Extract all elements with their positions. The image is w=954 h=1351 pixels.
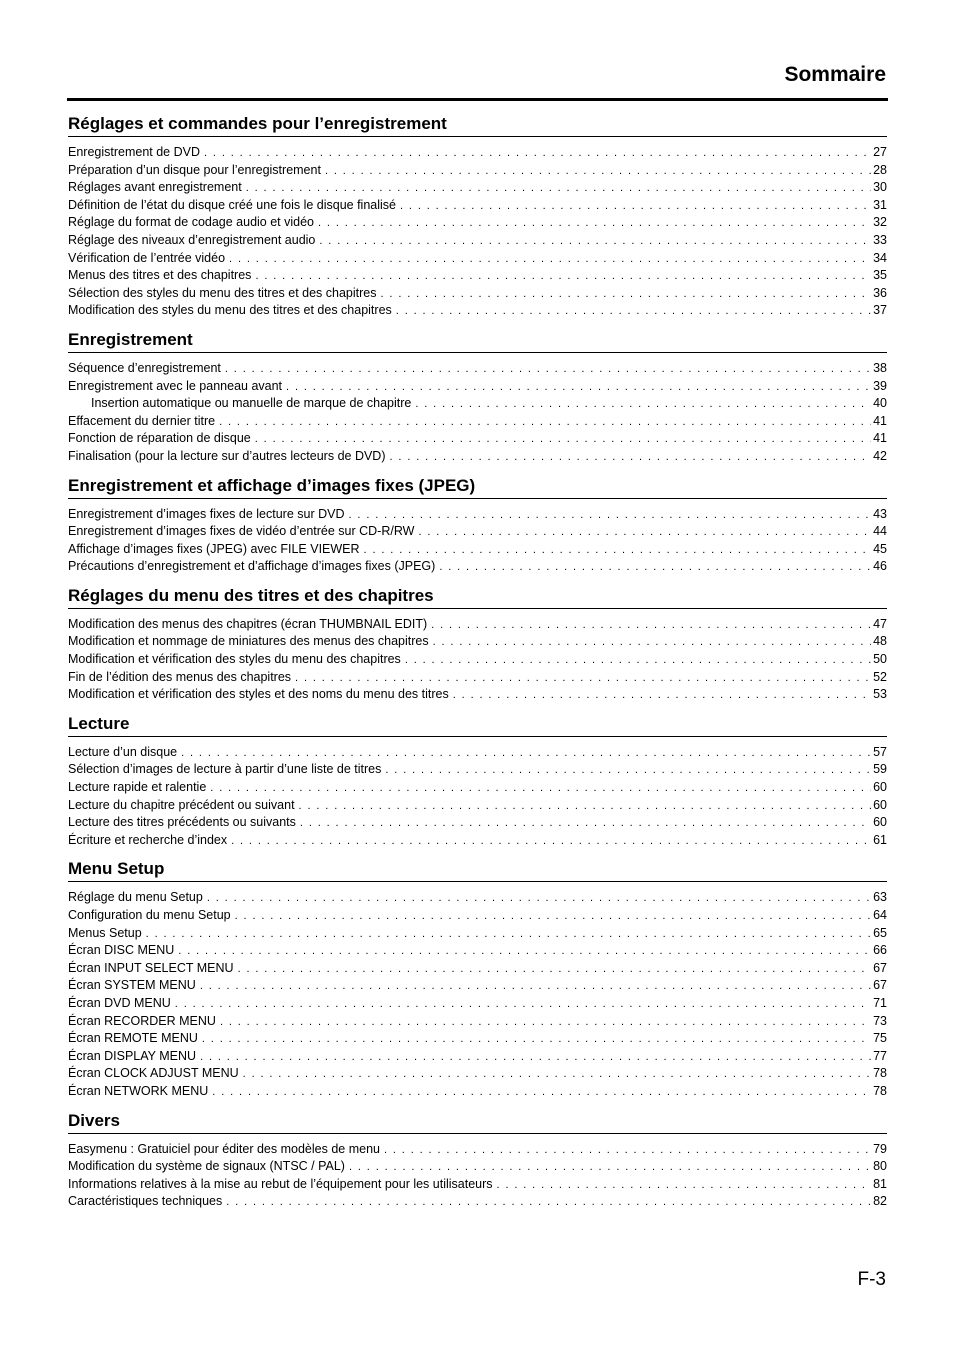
toc-entry-page: 60 (873, 797, 887, 812)
toc-entry[interactable] (68, 907, 887, 925)
dot-leader (380, 1142, 871, 1159)
toc-entry-page: 43 (873, 506, 887, 521)
dot-leader (222, 1194, 871, 1211)
toc-entry[interactable] (68, 197, 887, 215)
dot-leader (295, 798, 871, 815)
toc-entry-page: 45 (873, 541, 887, 556)
toc-entry[interactable] (68, 430, 887, 448)
dot-leader (429, 634, 871, 651)
page-title: Sommaire (784, 63, 886, 86)
toc-section (68, 475, 887, 576)
toc-entry-label: Écran SYSTEM MENU (68, 978, 196, 993)
dot-leader (360, 542, 871, 559)
toc-entry-page: 52 (873, 669, 887, 684)
toc-entry-label: Lecture rapide et ralentie (68, 780, 207, 795)
dot-leader (392, 303, 871, 320)
toc-entry[interactable] (68, 558, 887, 576)
toc-entry[interactable] (68, 250, 887, 268)
toc-entry-page: 78 (873, 1083, 887, 1098)
toc-entry-page: 61 (873, 832, 887, 847)
dot-leader (239, 1066, 871, 1083)
dot-leader (321, 163, 871, 180)
toc-entry-page: 34 (873, 250, 887, 265)
dot-leader (251, 431, 871, 448)
toc-entry-page: 37 (873, 303, 887, 318)
toc-entry[interactable] (68, 797, 887, 815)
toc-entry[interactable] (68, 1048, 887, 1066)
toc-entry-page: 67 (873, 960, 887, 975)
toc-entry[interactable] (68, 1030, 887, 1048)
toc-entry[interactable] (68, 232, 887, 250)
toc-entry[interactable] (68, 214, 887, 232)
dot-leader (208, 1084, 871, 1101)
dot-leader (174, 943, 871, 960)
toc-entry-page: 38 (873, 360, 887, 375)
toc-entry[interactable] (68, 1065, 887, 1083)
toc-entry-label: Lecture d’un disque (68, 744, 178, 759)
section-heading: Menu Setup (68, 858, 887, 882)
toc-entry-label: Menus des titres et des chapitres (68, 268, 252, 283)
toc-entry-page: 42 (873, 448, 887, 463)
toc-entry-page: 67 (873, 978, 887, 993)
toc-entry-list (68, 613, 887, 704)
dot-leader (414, 524, 871, 541)
toc-entry-label: Séquence d’enregistrement (68, 360, 221, 375)
toc-entry-label: Préparation d’un disque pour l’enregistrement (68, 162, 321, 177)
toc-entry-label: Easymenu : Gratuiciel pour éditer des modèles de menu (68, 1141, 380, 1156)
dot-leader (251, 268, 871, 285)
dot-leader (291, 670, 871, 687)
toc-entry[interactable] (68, 744, 887, 762)
dot-leader (314, 215, 871, 232)
toc-entry-label: Modification et vérification des styles du menu des chapitres (68, 652, 401, 667)
toc-entry-label: Enregistrement de DVD (68, 145, 201, 159)
toc-entry[interactable] (68, 506, 887, 524)
toc-entry-label: Réglage du menu Setup (68, 890, 203, 905)
toc-section (68, 585, 887, 704)
dot-leader (449, 687, 871, 704)
toc-entry-page: 66 (873, 943, 887, 958)
toc-entry-label: Modification et nommage de miniatures des menus des chapitres (68, 634, 429, 649)
toc-entry-label: Sélection des styles du menu des titres et des chapitres (68, 285, 377, 300)
toc-entry-label: Écran REMOTE MENU (68, 1031, 198, 1046)
toc-entry-page: 59 (873, 762, 887, 777)
toc-entry[interactable] (68, 1141, 887, 1159)
dot-leader (282, 379, 871, 396)
section-heading: Réglages et commandes pour l’enregistrement (68, 113, 887, 137)
toc-entry-label: Insertion automatique ou manuelle de marque de chapitre (91, 396, 412, 411)
toc-entry[interactable] (68, 302, 887, 320)
toc-entry-page: 57 (873, 744, 887, 759)
toc-entry-label: Configuration du menu Setup (68, 908, 231, 922)
toc-entry-page: 63 (873, 890, 887, 905)
dot-leader (377, 286, 872, 303)
toc-entry-list (68, 357, 887, 466)
dot-leader (200, 145, 871, 162)
toc-entry[interactable] (68, 779, 887, 797)
toc-entry-label: Écran DISPLAY MENU (68, 1048, 197, 1063)
toc-entry[interactable] (68, 977, 887, 995)
dot-leader (345, 1159, 871, 1176)
toc-entry-label: Effacement du dernier titre (68, 413, 216, 428)
toc-entry-page: 64 (873, 908, 887, 922)
toc-entry-label: Réglages avant enregistrement (68, 180, 242, 195)
dot-leader (216, 1014, 871, 1031)
toc-entry-label: Informations relatives à la mise au rebut de l’équipement pour les utilisateurs (68, 1176, 493, 1191)
toc-entry[interactable] (68, 448, 887, 466)
toc-entry[interactable] (68, 179, 887, 197)
toc-entry-page: 60 (873, 815, 887, 830)
dot-leader (493, 1177, 871, 1194)
dot-leader (345, 507, 871, 524)
toc-entry[interactable] (68, 889, 887, 907)
toc-entry-label: Lecture du chapitre précédent ou suivant (68, 797, 295, 812)
toc-entry[interactable] (68, 960, 887, 978)
toc-entry-label: Écran NETWORK MENU (68, 1083, 209, 1098)
toc-entry[interactable] (68, 1013, 887, 1031)
toc-entry[interactable] (68, 413, 887, 431)
toc-entry-list (68, 503, 887, 576)
toc-entry[interactable] (68, 761, 887, 779)
toc-entry-list (68, 886, 887, 1100)
dot-leader (242, 180, 871, 197)
toc-entry[interactable] (68, 686, 887, 704)
toc-entry-label: Sélection d’images de lecture à partir d’une liste de titres (68, 762, 382, 777)
toc-entry-label: Caractéristiques techniques (68, 1194, 223, 1209)
toc-entry-label: Modification des styles du menu des titres et des chapitres (68, 303, 392, 318)
toc-entry-page: 53 (873, 687, 887, 702)
toc-entry-label: Enregistrement d’images fixes de lecture sur DVD (68, 506, 345, 521)
dot-leader (177, 745, 871, 762)
toc-entry-page: 81 (873, 1176, 887, 1191)
toc-entry-page: 48 (873, 634, 887, 649)
toc-entry-page: 39 (873, 378, 887, 393)
dot-leader (215, 414, 871, 431)
toc-entry-label: Vérification de l’entrée vidéo (68, 250, 226, 265)
toc-entry-page: 41 (873, 431, 887, 446)
toc-section (68, 1110, 887, 1211)
toc-entry-label: Réglage des niveaux d’enregistrement audio (68, 232, 316, 247)
toc-entry-label: Affichage d’images fixes (JPEG) avec FILE VIEWER (68, 541, 360, 556)
toc-entry-list (68, 141, 887, 320)
section-heading: Enregistrement (68, 329, 887, 353)
toc-entry-label: Écran RECORDER MENU (68, 1013, 216, 1028)
toc-entry-label: Fin de l’édition des menus des chapitres (68, 669, 292, 684)
toc-entry-page: 80 (873, 1159, 887, 1174)
dot-leader (196, 978, 871, 995)
toc-entry-label: Lecture des titres précédents ou suivants (68, 815, 296, 830)
toc-entry[interactable] (68, 162, 887, 180)
toc-entry-label: Modification des menus des chapitres (écran THUMBNAIL EDIT) (68, 616, 428, 631)
toc-entry-label: Écran DVD MENU (68, 995, 171, 1010)
toc-entry[interactable] (68, 378, 887, 396)
dot-leader (231, 908, 871, 925)
toc-entry[interactable] (68, 144, 887, 162)
toc-entry-list (68, 1138, 887, 1211)
dot-leader (411, 396, 871, 413)
toc-entry-label: Réglage du format de codage audio et vidéo (68, 215, 315, 230)
toc-entry-label: Finalisation (pour la lecture sur d’autres lecteurs de DVD) (68, 448, 386, 463)
dot-leader (315, 233, 871, 250)
toc-entry[interactable] (68, 360, 887, 378)
dot-leader (203, 890, 871, 907)
section-heading: Divers (68, 1110, 887, 1134)
toc-entry-page: 50 (873, 652, 887, 667)
dot-leader (386, 449, 872, 466)
toc-entry-page: 47 (873, 616, 887, 631)
toc-entry-page: 79 (873, 1141, 887, 1156)
toc-entry-page: 71 (873, 995, 887, 1010)
toc-entry-page: 35 (873, 268, 887, 283)
toc-entry[interactable] (68, 1193, 887, 1211)
toc-entry-label: Enregistrement d’images fixes de vidéo d’entrée sur CD-R/RW (68, 524, 415, 539)
dot-leader (435, 559, 871, 576)
table-of-contents (68, 113, 887, 1220)
toc-entry[interactable] (68, 633, 887, 651)
toc-entry-page: 28 (873, 162, 887, 177)
toc-section (68, 713, 887, 850)
toc-section (68, 113, 887, 320)
toc-entry[interactable] (68, 267, 887, 285)
toc-entry-label: Écran INPUT SELECT MENU (68, 960, 234, 975)
toc-entry[interactable] (68, 832, 887, 850)
toc-entry[interactable] (68, 995, 887, 1013)
toc-entry[interactable] (68, 925, 887, 943)
section-heading: Réglages du menu des titres et des chapitres (68, 585, 887, 609)
dot-leader (401, 652, 871, 669)
toc-entry[interactable] (68, 285, 887, 303)
toc-entry-label: Écran CLOCK ADJUST MENU (68, 1066, 239, 1081)
toc-entry-page: 60 (873, 780, 887, 795)
toc-entry[interactable] (68, 616, 887, 634)
toc-entry-page: 44 (873, 524, 887, 539)
toc-entry-page: 27 (873, 145, 887, 159)
toc-entry[interactable] (68, 814, 887, 832)
toc-entry-page: 41 (873, 413, 887, 428)
toc-entry-page: 75 (873, 1031, 887, 1046)
toc-entry[interactable] (68, 523, 887, 541)
dot-leader (198, 1031, 871, 1048)
toc-entry[interactable] (68, 1083, 887, 1101)
toc-entry[interactable] (68, 541, 887, 559)
toc-section (68, 329, 887, 466)
dot-leader (381, 762, 871, 779)
section-heading: Lecture (68, 713, 887, 737)
dot-leader (396, 198, 871, 215)
section-heading: Enregistrement et affichage d’images fixes (JPEG) (68, 475, 887, 499)
toc-entry-page: 30 (873, 180, 887, 195)
toc-entry-label: Écriture et recherche d’index (68, 832, 228, 847)
page-number: F-3 (857, 1269, 886, 1290)
toc-entry[interactable] (68, 669, 887, 687)
toc-entry[interactable] (68, 651, 887, 669)
toc-entry-page: 78 (873, 1066, 887, 1081)
toc-entry-page: 32 (873, 215, 887, 230)
toc-entry-page: 33 (873, 232, 887, 247)
dot-leader (221, 361, 871, 378)
toc-entry-label: Menus Setup (68, 925, 142, 940)
toc-entry-label: Définition de l’état du disque créé une fois le disque finalisé (68, 197, 396, 212)
toc-entry-page: 73 (873, 1013, 887, 1028)
toc-entry-label: Fonction de réparation de disque (68, 431, 251, 446)
dot-leader (171, 996, 871, 1013)
toc-entry-page: 46 (873, 559, 887, 574)
dot-leader (142, 926, 871, 943)
toc-entry[interactable] (68, 1158, 887, 1176)
toc-entry[interactable] (68, 942, 887, 960)
toc-entry-page: 65 (873, 925, 887, 940)
toc-entry-label: Écran DISC MENU (68, 943, 175, 958)
toc-entry-page: 40 (873, 396, 887, 411)
dot-leader (206, 780, 871, 797)
toc-entry-list (68, 741, 887, 850)
toc-entry[interactable] (68, 1176, 887, 1194)
toc-entry-page: 36 (873, 285, 887, 300)
toc-entry-label: Modification et vérification des styles et des noms du menu des titres (68, 687, 449, 702)
dot-leader (225, 251, 871, 268)
dot-leader (234, 961, 871, 978)
toc-entry-label: Modification du système de signaux (NTSC / PAL) (68, 1159, 345, 1174)
toc-entry-label: Précautions d’enregistrement et d’affichage d’images fixes (JPEG) (68, 559, 436, 574)
toc-entry-page: 82 (873, 1194, 887, 1209)
dot-leader (296, 815, 871, 832)
toc-section (68, 858, 887, 1100)
dot-leader (427, 617, 871, 634)
toc-entry[interactable] (68, 395, 887, 413)
dot-leader (227, 833, 871, 850)
title-rule (67, 98, 888, 101)
toc-entry-label: Enregistrement avec le panneau avant (68, 378, 283, 393)
toc-entry-page: 31 (873, 197, 887, 212)
dot-leader (196, 1049, 871, 1066)
toc-entry-page: 77 (873, 1048, 887, 1063)
